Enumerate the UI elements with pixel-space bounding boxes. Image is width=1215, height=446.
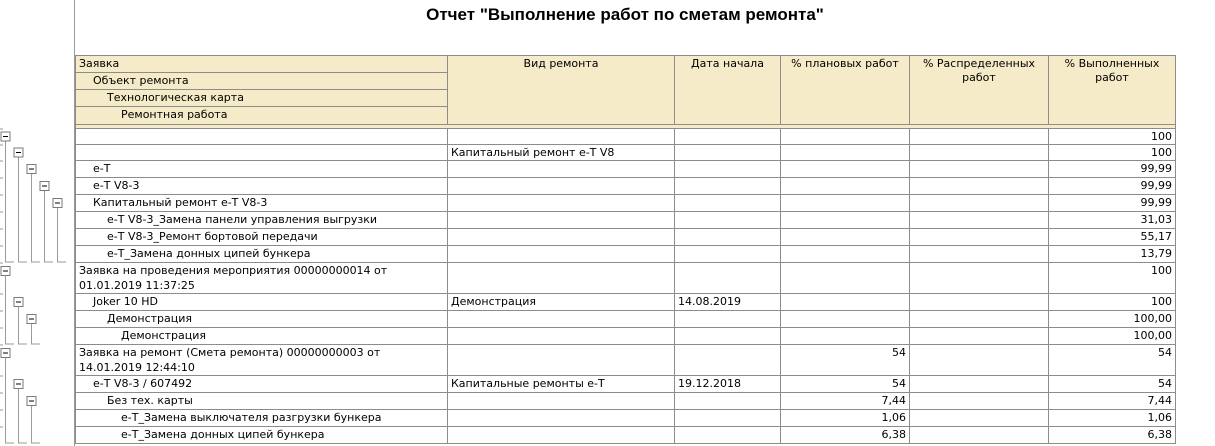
header-planned-percent: % плановых работ [781,56,910,125]
row-start-date [675,129,781,145]
row-name [76,145,448,161]
row-completed-percent: 100 [1049,145,1176,161]
table-row [76,294,1176,311]
row-start-date [675,178,781,195]
grouping-tree [0,0,75,446]
row-repair-type [448,427,675,444]
row-start-date [675,427,781,444]
row-completed-percent: 6,38 [1049,427,1176,444]
collapse-toggle-icon[interactable] [27,315,36,324]
table-row [76,263,1176,294]
row-start-date [675,145,781,161]
row-name: Без тех. карты [76,393,448,410]
row-start-date: 19.12.2018 [675,376,781,393]
row-repair-type [448,328,675,345]
row-start-date [675,393,781,410]
row-completed-percent: 99,99 [1049,161,1176,178]
row-distributed-percent [910,427,1049,444]
row-completed-percent: 54 [1049,345,1176,376]
row-distributed-percent [910,311,1049,328]
row-start-date [675,212,781,229]
table-row [76,161,1176,178]
row-planned-percent [781,161,910,178]
row-distributed-percent [910,246,1049,263]
header-level-repair-work: Ремонтная работа [76,107,448,125]
row-distributed-percent [910,129,1049,145]
collapse-toggle-icon[interactable] [27,165,36,174]
row-completed-percent: 31,03 [1049,212,1176,229]
row-repair-type [448,129,675,145]
row-repair-type [448,393,675,410]
table-row [76,195,1176,212]
table-row [76,212,1176,229]
row-completed-percent: 55,17 [1049,229,1176,246]
row-repair-type [448,229,675,246]
row-completed-percent: 100,00 [1049,328,1176,345]
row-repair-type: Демонстрация [448,294,675,311]
row-name: Joker 10 HD [76,294,448,311]
row-distributed-percent [910,212,1049,229]
row-name: е-Т V8-3 [76,178,448,195]
report-title: Отчет "Выполнение работ по сметам ремонта" [426,5,824,24]
row-completed-percent: 1,06 [1049,410,1176,427]
collapse-toggle-icon[interactable] [14,148,23,157]
row-completed-percent: 100,00 [1049,311,1176,328]
table-row [76,246,1176,263]
row-repair-type [448,311,675,328]
table-row [76,345,1176,376]
collapse-toggle-icon[interactable] [14,380,23,389]
table-row [76,427,1176,444]
row-distributed-percent [910,410,1049,427]
row-start-date [675,311,781,328]
row-completed-percent: 7,44 [1049,393,1176,410]
report-table [75,55,1176,444]
row-name: е-Т V8-3_Ремонт бортовой передачи [76,229,448,246]
row-repair-type [448,246,675,263]
row-distributed-percent [910,178,1049,195]
row-distributed-percent [910,145,1049,161]
row-name: Капитальный ремонт е-Т V8-3 [76,195,448,212]
header-completed-percent: % Выполненных работ [1049,56,1176,125]
row-planned-percent: 6,38 [781,427,910,444]
row-planned-percent [781,229,910,246]
collapse-toggle-icon[interactable] [53,199,62,208]
row-completed-percent: 99,99 [1049,178,1176,195]
row-planned-percent [781,195,910,212]
row-name: е-Т_Замена выключателя разгрузки бункера [76,410,448,427]
collapse-toggle-icon[interactable] [1,132,10,141]
row-planned-percent [781,311,910,328]
row-start-date: 14.08.2019 [675,294,781,311]
header-level-order: Заявка [76,56,448,73]
row-start-date [675,229,781,246]
row-planned-percent [781,328,910,345]
row-name: е-Т V8-3_Замена панели управления выгрузки [76,212,448,229]
row-distributed-percent [910,263,1049,294]
row-distributed-percent [910,328,1049,345]
row-distributed-percent [910,393,1049,410]
row-start-date [675,345,781,376]
row-repair-type [448,212,675,229]
header-repair-type: Вид ремонта [448,56,675,125]
row-distributed-percent [910,376,1049,393]
collapse-toggle-icon[interactable] [1,349,10,358]
row-completed-percent: 54 [1049,376,1176,393]
header-level-object: Объект ремонта [76,73,448,90]
row-completed-percent: 13,79 [1049,246,1176,263]
row-repair-type: Капитальный ремонт е-Т V8 [448,145,675,161]
row-name: е-Т V8-3 / 607492 [76,376,448,393]
row-planned-percent [781,178,910,195]
row-start-date [675,410,781,427]
row-repair-type [448,195,675,212]
row-name: е-Т [76,161,448,178]
table-row [76,410,1176,427]
row-planned-percent: 1,06 [781,410,910,427]
row-name [76,129,448,145]
header-start-date: Дата начала [675,56,781,125]
row-start-date [675,246,781,263]
row-name: Заявка на проведения мероприятия 00000000014 от 01.01.2019 11:37:25 [76,263,448,294]
row-repair-type [448,345,675,376]
table-row [76,129,1176,145]
row-repair-type [448,161,675,178]
row-repair-type: Капитальные ремонты е-Т [448,376,675,393]
table-row [76,328,1176,345]
report-header [76,56,1176,129]
row-distributed-percent [910,294,1049,311]
report-body [76,129,1176,444]
row-start-date [675,161,781,178]
row-distributed-percent [910,229,1049,246]
collapse-toggle-icon[interactable] [27,397,36,406]
row-name: Демонстрация [76,328,448,345]
row-planned-percent: 54 [781,345,910,376]
row-distributed-percent [910,161,1049,178]
row-start-date [675,328,781,345]
row-start-date [675,195,781,212]
row-name: е-Т_Замена донных ципей бункера [76,427,448,444]
row-completed-percent: 100 [1049,129,1176,145]
row-repair-type [448,178,675,195]
row-completed-percent: 99,99 [1049,195,1176,212]
row-planned-percent [781,145,910,161]
header-distributed-percent: % Распределенных работ [910,56,1049,125]
row-planned-percent [781,294,910,311]
collapse-toggle-icon[interactable] [40,182,49,191]
row-distributed-percent [910,195,1049,212]
row-planned-percent [781,129,910,145]
row-name: е-Т_Замена донных ципей бункера [76,246,448,263]
row-repair-type [448,263,675,294]
table-row [76,393,1176,410]
table-row [76,376,1176,393]
row-planned-percent: 54 [781,376,910,393]
row-repair-type [448,410,675,427]
row-distributed-percent [910,345,1049,376]
table-row [76,178,1176,195]
row-start-date [675,263,781,294]
table-row [76,311,1176,328]
row-planned-percent: 7,44 [781,393,910,410]
row-name: Заявка на ремонт (Смета ремонта) 00000000003 от 14.01.2019 12:44:10 [76,345,448,376]
row-completed-percent: 100 [1049,294,1176,311]
row-completed-percent: 100 [1049,263,1176,294]
row-planned-percent [781,263,910,294]
row-name: Демонстрация [76,311,448,328]
collapse-toggle-icon[interactable] [14,298,23,307]
row-planned-percent [781,212,910,229]
row-planned-percent [781,246,910,263]
table-row [76,145,1176,161]
table-row [76,229,1176,246]
collapse-toggle-icon[interactable] [1,267,10,276]
header-level-tech-card: Технологическая карта [76,90,448,107]
